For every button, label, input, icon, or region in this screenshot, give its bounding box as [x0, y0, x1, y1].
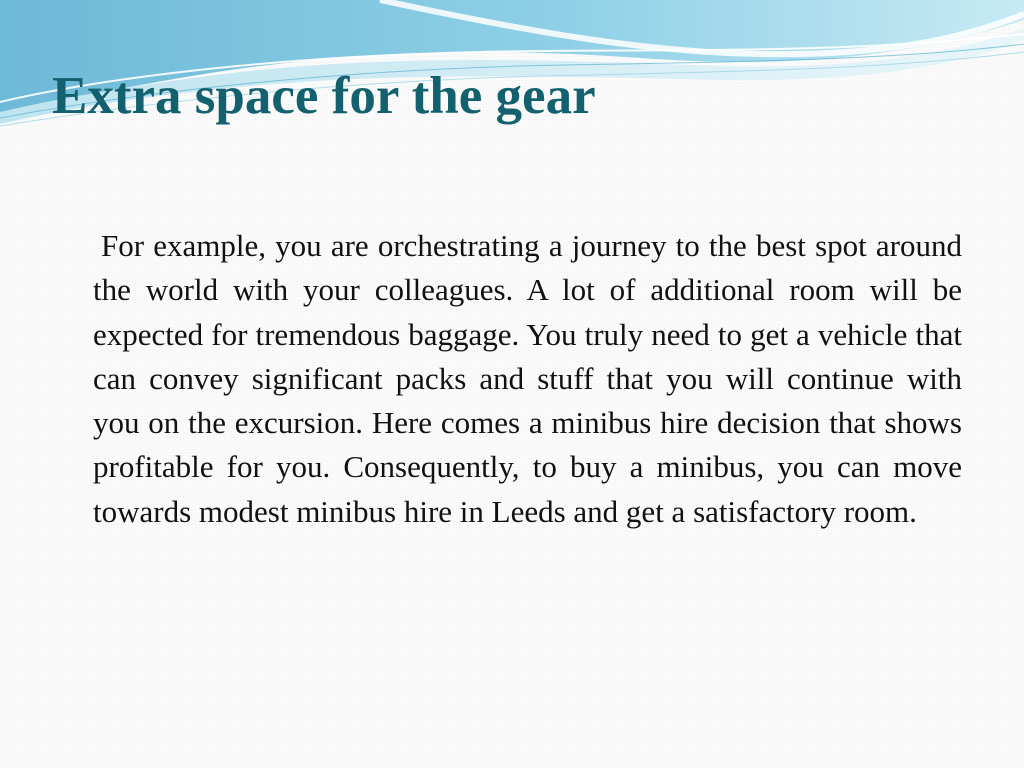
slide-title: Extra space for the gear	[52, 67, 596, 125]
slide-body-paragraph: For example, you are orchestrating a journey to the best spot around the world with your colleagues. A lot of additional room will be expected for tremendous baggage. You truly need to get a vehicle that can convey significant packs and stuff that you will continue with you on the excursion. Here comes a minibus hire decision that shows profitable for you. Consequently, to buy a minibus, you can move towards modest minibus hire in Leeds and get a satisfactory room.	[93, 228, 962, 529]
